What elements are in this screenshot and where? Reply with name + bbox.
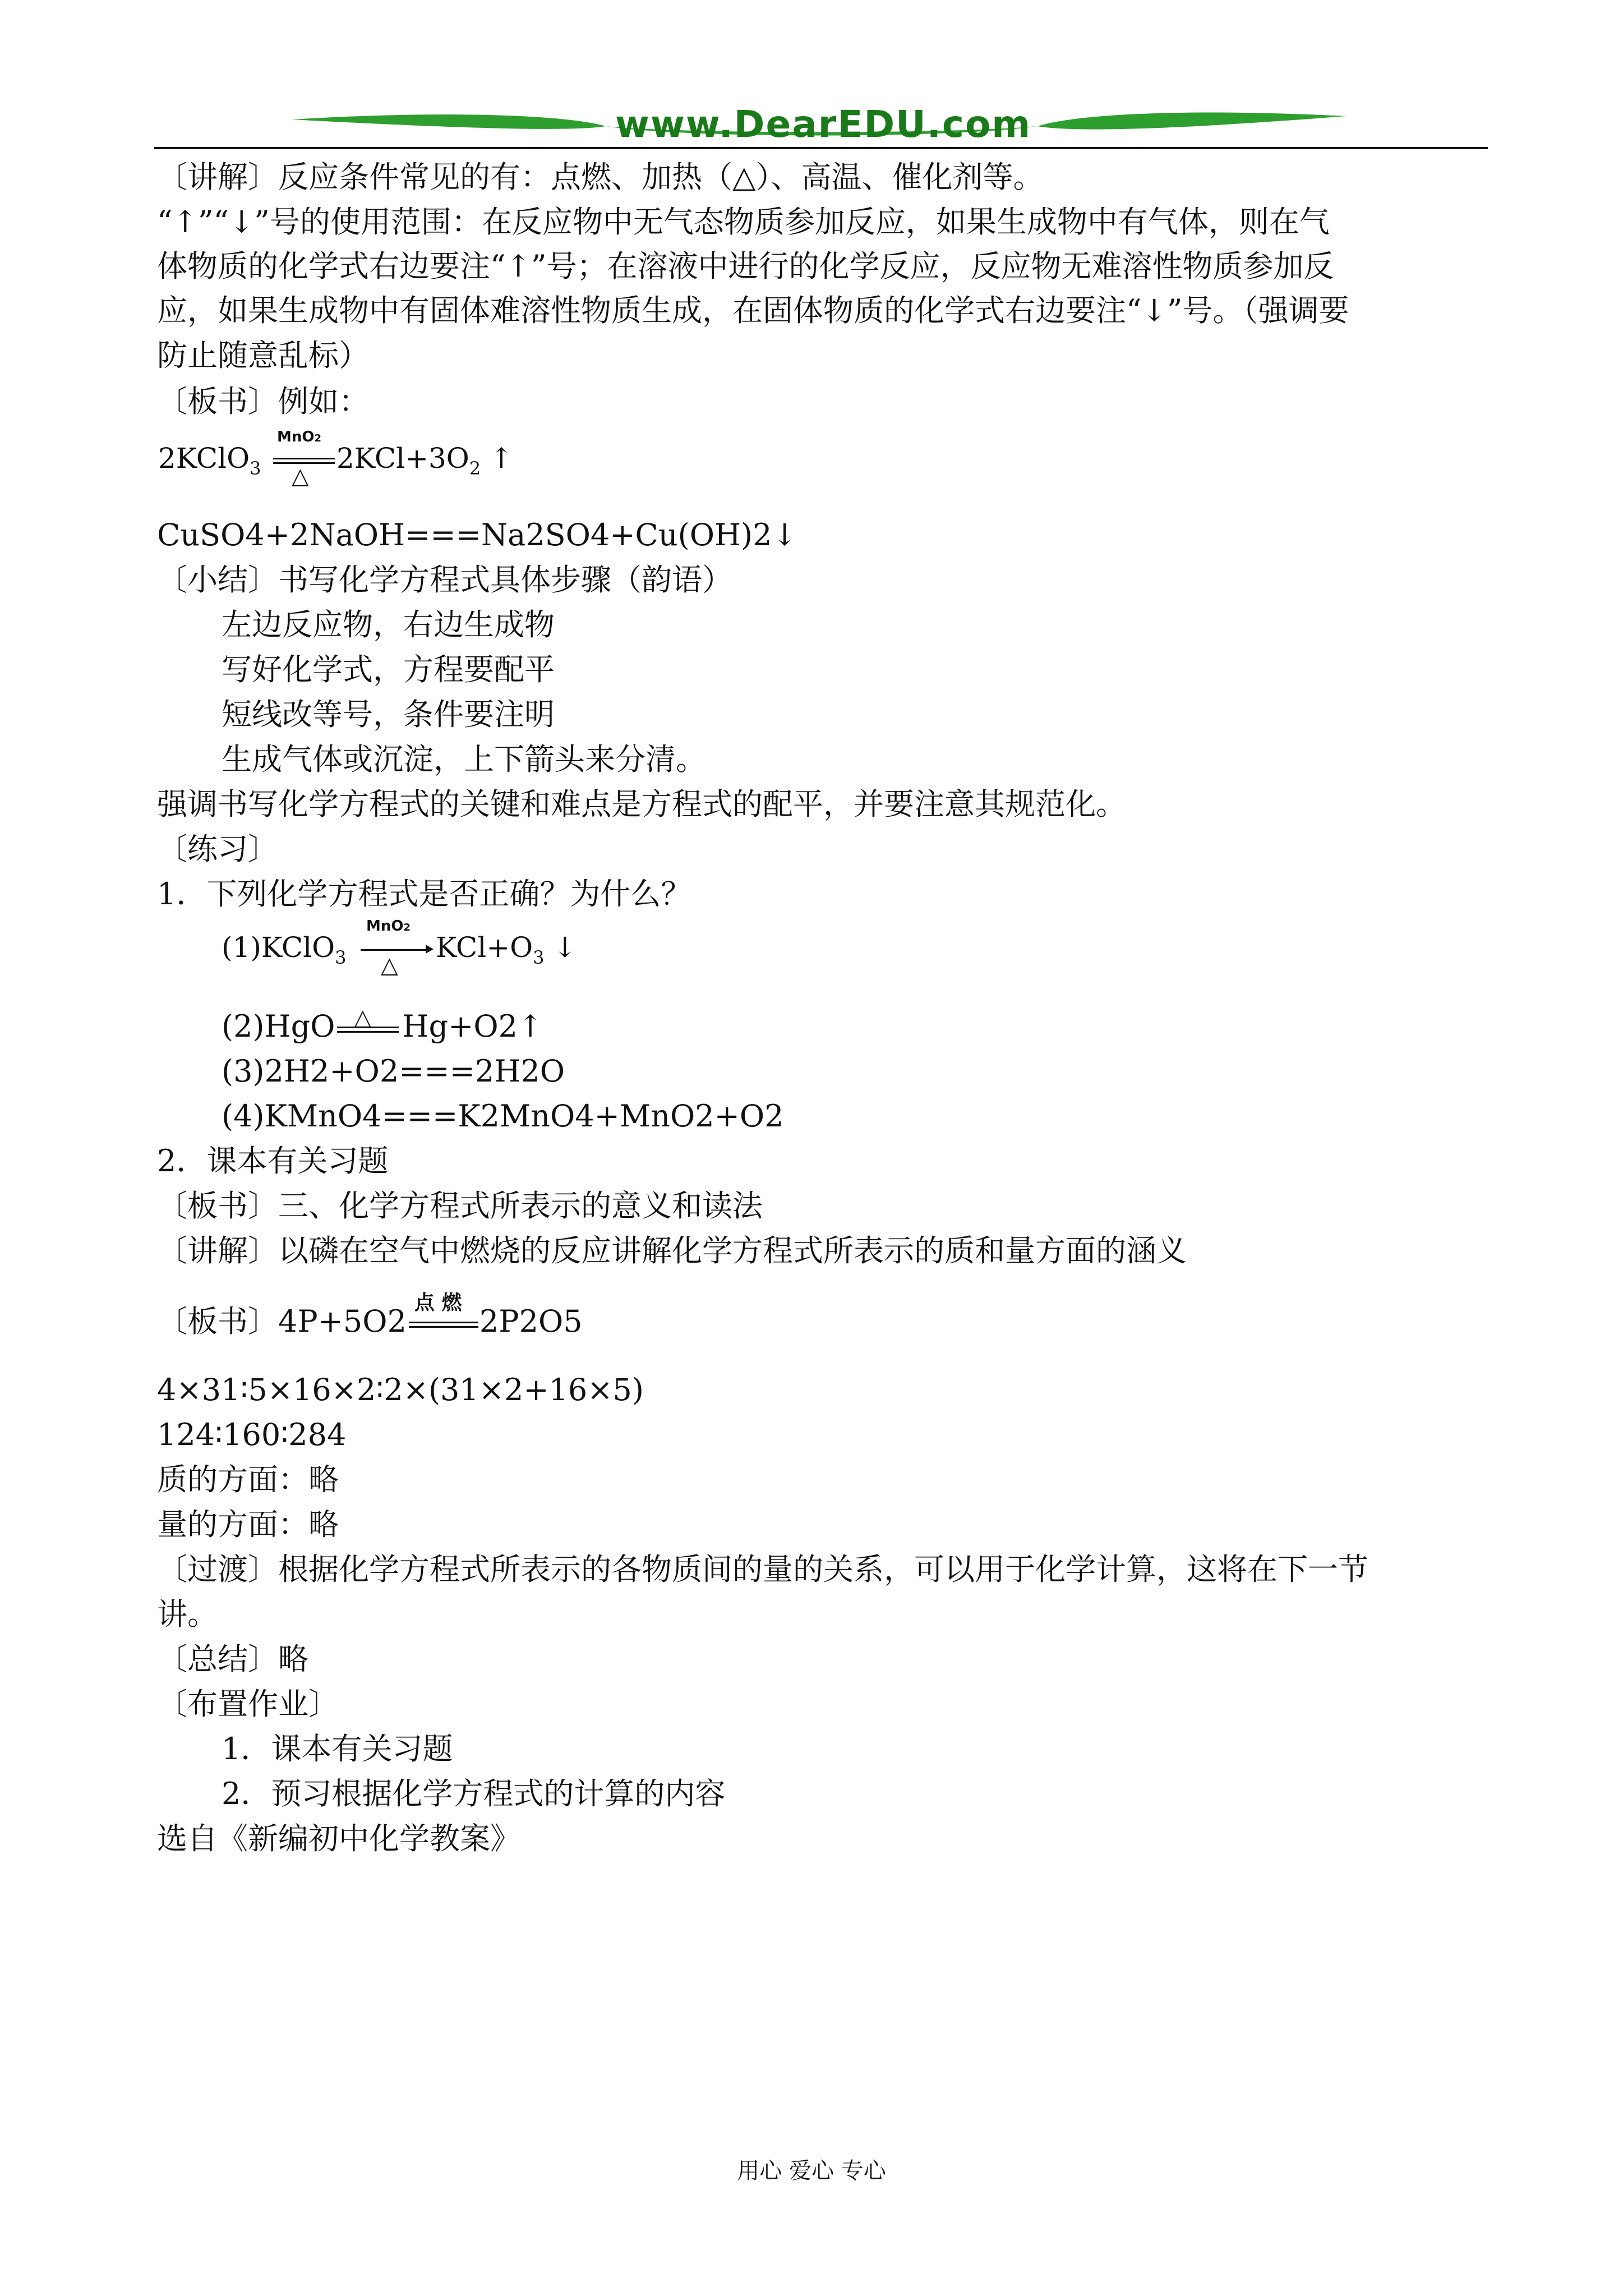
text-line: 〔练习〕 (157, 831, 278, 867)
text-line: 选自《新编初中化学教案》 (157, 1821, 520, 1856)
text-line: 2．课本有关习题 (157, 1143, 389, 1179)
text-line: CuSO4+2NaOH===Na2SO4+Cu(OH)2↓ (157, 517, 797, 553)
text-line: 防止随意乱标） (157, 338, 369, 373)
text-line: 讲。 (157, 1596, 218, 1632)
text-line: (4)KMnO4===K2MnO4+MnO2+O2 (222, 1098, 784, 1134)
text-line: 〔小结〕书写化学方程式具体步骤（韵语） (157, 562, 732, 597)
text-line: 〔总结〕略 (157, 1641, 308, 1677)
text-line: 量的方面：略 (157, 1507, 339, 1542)
text-line: 1．课本有关习题 (222, 1731, 453, 1766)
text-line: (3)2H2+O2===2H2O (222, 1053, 565, 1089)
text-line: 左边反应物，右边生成物 (222, 607, 555, 642)
text-line: 质的方面：略 (157, 1462, 339, 1497)
text-line: 1．下列化学方程式是否正确？为什么？ (157, 876, 691, 912)
page-footer: 用心 爱心 专心 (737, 2158, 886, 2184)
text-line: 〔板书〕例如： (157, 384, 369, 419)
text-line: 4×31∶5×16×2∶2×(31×2+16×5) (157, 1372, 644, 1407)
text-line-hgo: (2)HgO △ Hg+O2↑ (222, 1005, 543, 1044)
text-line-phosphorus: 〔板书〕4P+5O2 点 燃 2P2O5 (157, 1291, 583, 1339)
text-line: 〔讲解〕反应条件常见的有：点燃、加热（△）、高温、催化剂等。 (157, 159, 1044, 195)
text-line: 〔过渡〕根据化学方程式所表示的各物质间的量的关系，可以用于化学计算，这将在下一节 (157, 1552, 1368, 1587)
text-line: 应，如果生成物中有固体难溶性物质生成，在固体物质的化学式右边要注“↓”号。（强调要 (157, 293, 1349, 328)
text-line: 写好化学式，方程要配平 (222, 652, 555, 687)
text-line: 〔讲解〕以磷在空气中燃烧的反应讲解化学方程式所表示的质和量方面的涵义 (157, 1233, 1187, 1268)
text-line: 短线改等号，条件要注明 (222, 697, 555, 732)
text-line: 〔板书〕三、化学方程式所表示的意义和读法 (157, 1188, 763, 1223)
text-line: 124∶160∶284 (157, 1417, 347, 1452)
equation-kclo3-decomposition: 2KClO$_3$ MnO2 △ $2KCl+3O_2$ ↑ (158, 429, 513, 489)
text-line: 2．预习根据化学方程式的计算的内容 (222, 1776, 726, 1811)
text-line: 体物质的化学式右边要注“↑”号；在溶液中进行的化学反应，反应物无难溶性物质参加反 (157, 249, 1334, 284)
text-line: 生成气体或沉淀，上下箭头来分清。 (222, 742, 706, 777)
text-line: 强调书写化学方程式的关键和难点是方程式的配平，并要注意其规范化。 (157, 786, 1126, 822)
text-line: 〔布置作业〕 (157, 1686, 339, 1722)
header-rule (154, 147, 1488, 149)
text-line: “↑”“↓”号的使用范围：在反应物中无气态物质参加反应，如果生成物中有气体，则在气 (157, 204, 1330, 240)
equation-exercise-1: (1)KClO$_3$ MnO2 △ $KCl+O_3$ ↓ (222, 918, 577, 978)
site-url: www.DearEDU.com (615, 103, 1032, 146)
